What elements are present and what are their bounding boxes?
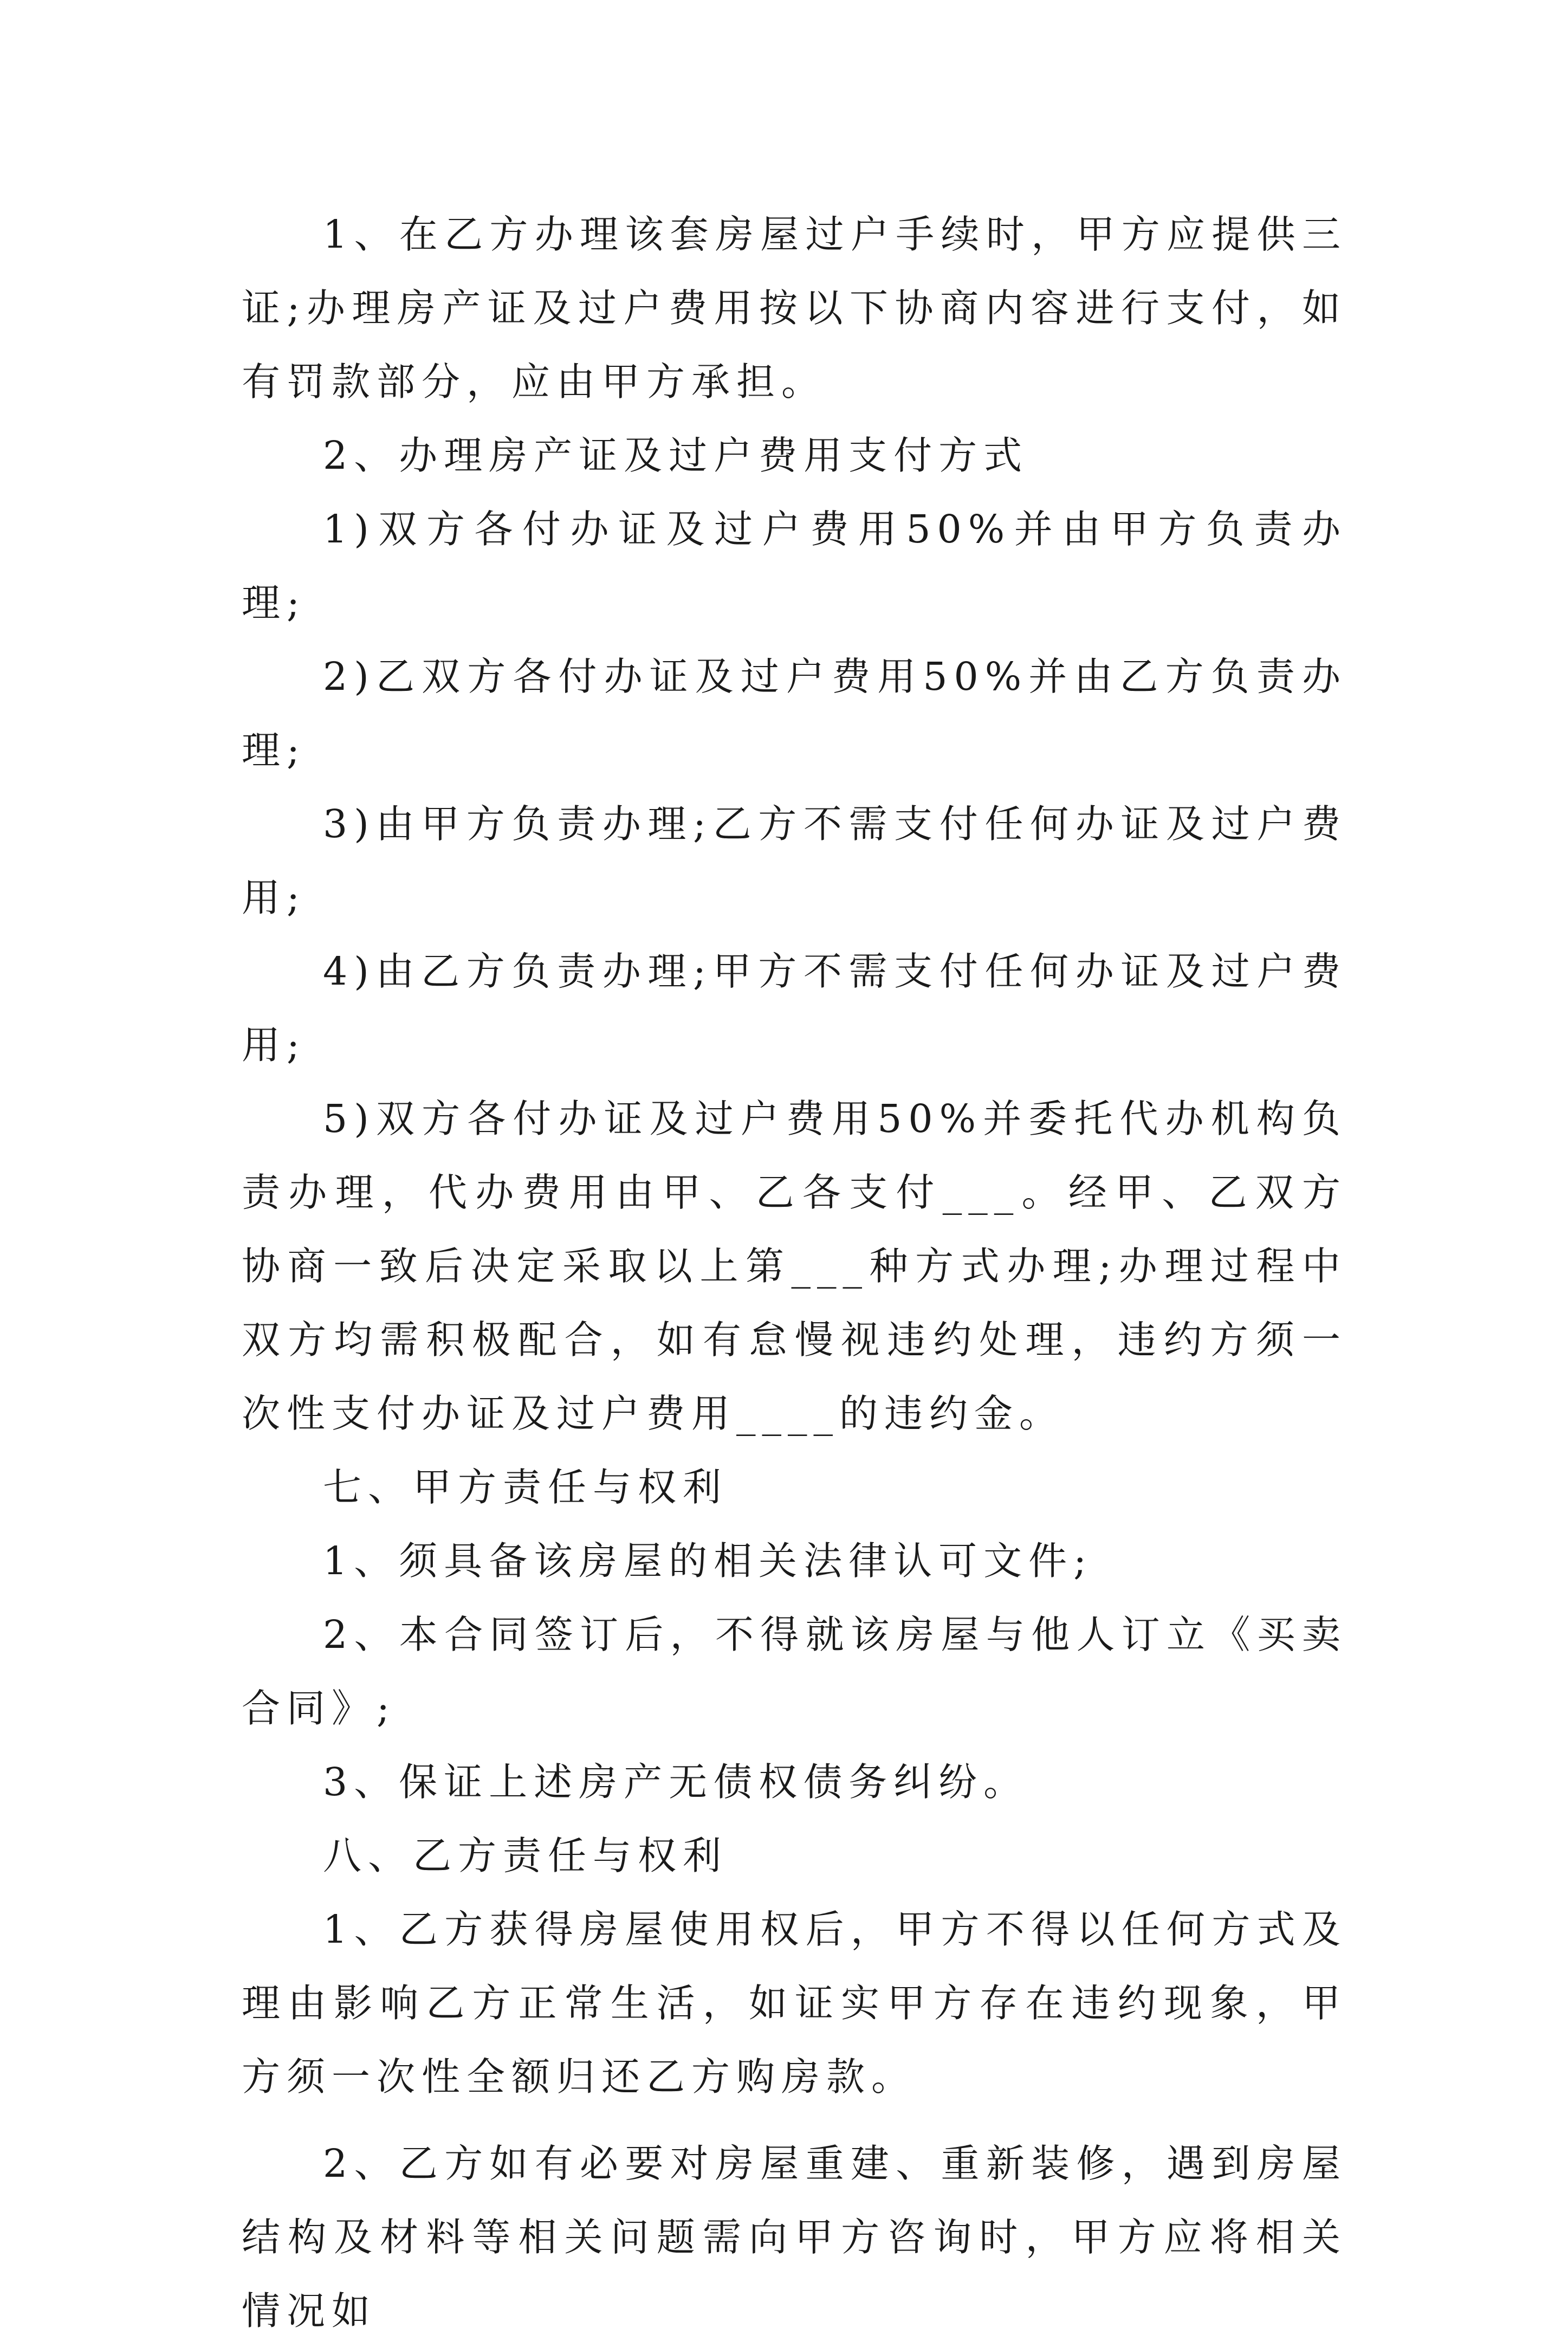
paragraph-option-5: 5)双方各付办证及过户费用50%并委托代办机构负责办理，代办费用由甲、乙各支付___。经甲、乙双方协商一致后决定采取以上第___种方式办理;办理过程中双方均需积极配合，如有怠慢视违约处理，违约方须一次性支付办证及过户费用____的违约金。 — [242, 1096, 1347, 1436]
section-heading-8: 八、乙方责任与权利 — [323, 1833, 728, 1878]
paragraph-spacer — [242, 2114, 1347, 2127]
paragraph-option-2: 2)乙双方各付办证及过户费用50%并由乙方负责办理; — [242, 654, 1347, 773]
paragraph-option-3: 3)由甲方负责办理;乙方不需支付任何办证及过户费用; — [242, 801, 1347, 920]
paragraph-option-1: 1)双方各付办证及过户费用50%并由甲方负责办理; — [242, 507, 1347, 625]
paragraph-party-a-3: 3、保证上述房产无债权债务纠纷。 — [323, 1760, 1029, 1804]
paragraph-party-a-2: 2、本合同签订后，不得就该房屋与他人订立《买卖合同》; — [242, 1612, 1347, 1731]
paragraph-clause-1: 1、在乙方办理该套房屋过户手续时，甲方应提供三证;办理房产证及过户费用按以下协商内容进行支付，如有罚款部分，应由甲方承担。 — [242, 212, 1347, 404]
document-body — [242, 198, 1347, 2348]
paragraph-party-b-1: 1、乙方获得房屋使用权后，甲方不得以任何方式及理由影响乙方正常生活，如证实甲方存在违约现象，甲方须一次性全额归还乙方购房款。 — [242, 1907, 1347, 2099]
section-heading-7: 七、甲方责任与权利 — [323, 1465, 728, 1510]
paragraph-party-b-2: 2、乙方如有必要对房屋重建、重新装修，遇到房屋结构及材料等相关问题需向甲方咨询时，甲方应将相关情况如 — [242, 2141, 1347, 2333]
paragraph-party-a-1: 1、须具备该房屋的相关法律认可文件; — [323, 1538, 1093, 1583]
paragraph-clause-2-heading: 2、办理房产证及过户费用支付方式 — [323, 433, 1029, 478]
paragraph-option-4: 4)由乙方负责办理;甲方不需支付任何办证及过户费用; — [242, 949, 1347, 1068]
